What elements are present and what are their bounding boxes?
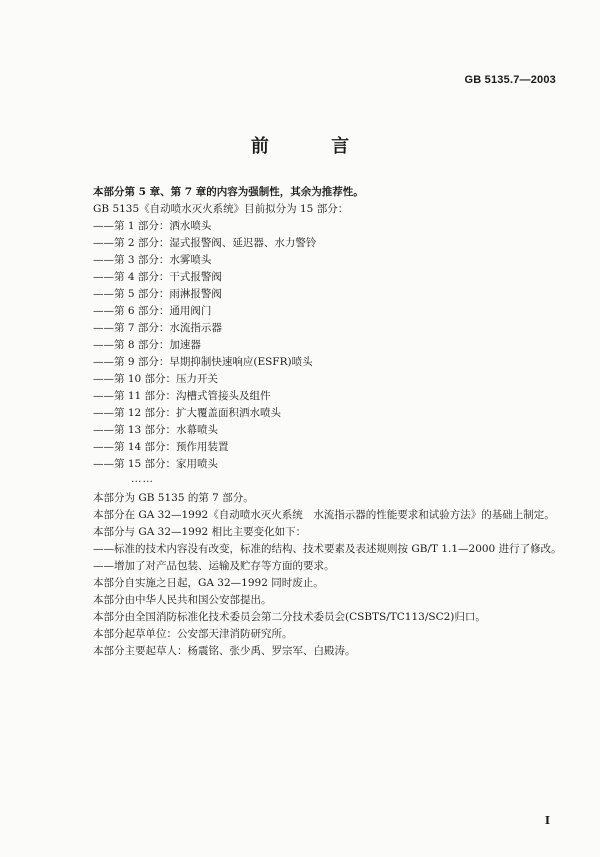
drafters-statement: 本部分主要起草人：杨震铭、张少禹、罗宗军、白殿涛。	[93, 645, 356, 657]
list-item: ——第 13 部分：水幕喷头	[93, 424, 219, 436]
foreword-body	[93, 184, 573, 660]
standard-code: GB 5135.7—2003	[464, 74, 556, 86]
list-item: ——第 3 部分：水雾喷头	[93, 254, 212, 266]
this-part-statement: 本部分为 GB 5135 的第 7 部分。	[93, 492, 254, 504]
drafting-unit-statement: 本部分起草单位：公安部天津消防研究所。	[93, 628, 293, 640]
list-item: ——第 6 部分：通用阀门	[93, 305, 212, 317]
basis-statement: 本部分在 GA 32—1992《自动喷水灭火系统 水流指示器的性能要求和试验方法》的基础上制定。	[93, 509, 555, 521]
change-item: ——增加了对产品包装、运输及贮存等方面的要求。	[93, 560, 335, 572]
list-item: ——第 8 部分：加速器	[93, 339, 201, 351]
changes-intro: 本部分与 GA 32—1992 相比主要变化如下：	[93, 526, 307, 538]
list-item: ——第 15 部分：家用喷头	[93, 458, 219, 470]
list-item: ——第 1 部分：洒水喷头	[93, 220, 212, 232]
proposed-statement: 本部分由中华人民共和国公安部提出。	[93, 594, 272, 606]
effective-statement: 本部分自实施之日起，GA 32—1992 同时废止。	[93, 577, 324, 589]
list-item: ——第 9 部分：早期抑制快速响应(ESFR)喷头	[93, 356, 313, 368]
mandatory-statement: 本部分第 5 章、第 7 章的内容为强制性，其余为推荐性。	[93, 186, 364, 198]
parts-list	[93, 218, 573, 490]
change-item: ——标准的技术内容没有改变，标准的结构、技术要素及表述规则按 GB/T 1.1—2000 进行了修改。	[93, 543, 562, 555]
intro-paragraph: GB 5135《自动喷水灭火系统》目前拟分为 15 部分：	[93, 203, 349, 215]
page-number: I	[544, 814, 550, 827]
list-ellipsis: ……	[131, 473, 154, 485]
list-item: ——第 2 部分：湿式报警阀、延迟器、水力警铃	[93, 237, 317, 249]
page-title: 前 言	[250, 136, 378, 157]
centralized-statement: 本部分由全国消防标准化技术委员会第二分技术委员会(CSBTS/TC113/SC2)归口。	[93, 611, 486, 623]
list-item: ——第 7 部分：水流指示器	[93, 322, 222, 334]
list-item: ——第 12 部分：扩大覆盖面积洒水喷头	[93, 407, 282, 419]
list-item: ——第 10 部分：压力开关	[93, 373, 219, 385]
list-item: ——第 11 部分：沟槽式管接头及组件	[93, 390, 271, 402]
list-item: ——第 4 部分：干式报警阀	[93, 271, 222, 283]
list-item: ——第 14 部分：预作用装置	[93, 441, 229, 453]
list-item: ——第 5 部分：雨淋报警阀	[93, 288, 222, 300]
